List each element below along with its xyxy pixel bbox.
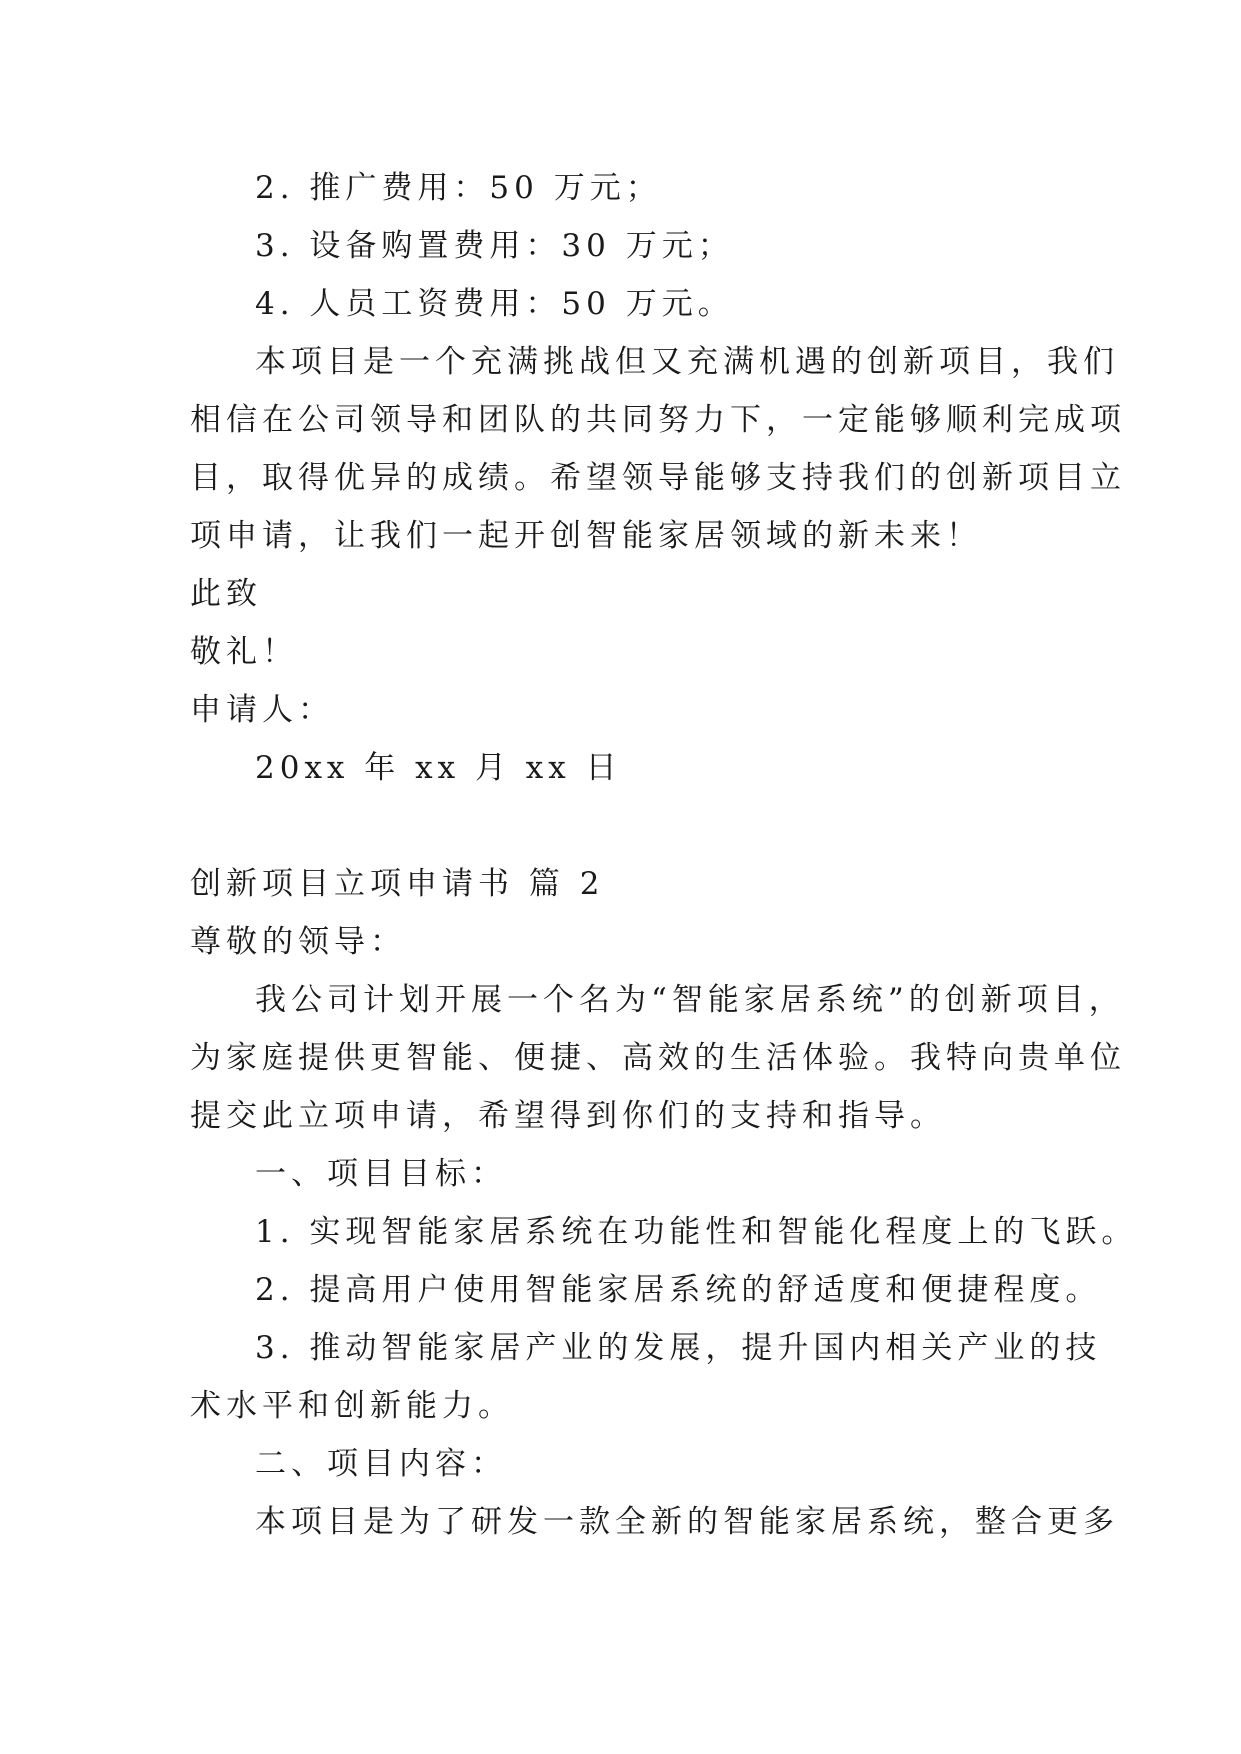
intro-paragraph-line: 我公司计划开展一个名为“智能家居系统”的创新项目， — [255, 982, 1125, 1018]
goal-item-1: 1. 实现智能家居系统在功能性和智能化程度上的飞跃。 — [255, 1214, 1138, 1250]
salutation-ci-zhi: 此致 — [190, 576, 262, 612]
content-paragraph-line: 本项目是为了研发一款全新的智能家居系统，整合更多 — [255, 1504, 1119, 1540]
goal-item-2: 2. 提高用户使用智能家居系统的舒适度和便捷程度。 — [255, 1272, 1102, 1308]
budget-item-4: 4. 人员工资费用：50 万元。 — [255, 286, 734, 322]
date-line: 20xx 年 xx 月 xx 日 — [255, 750, 622, 786]
goal-item-3: 3. 推动智能家居产业的发展，提升国内相关产业的技 — [255, 1330, 1102, 1366]
closing-paragraph-line: 相信在公司领导和团队的共同努力下，一定能够顺利完成项 — [190, 402, 1126, 438]
section-title: 创新项目立项申请书 篇 2 — [190, 866, 605, 902]
goal-item-3-cont: 术水平和创新能力。 — [190, 1388, 514, 1424]
greeting: 尊敬的领导： — [190, 924, 406, 960]
closing-paragraph-line: 目，取得优异的成绩。希望领导能够支持我们的创新项目立 — [190, 460, 1126, 496]
salutation-jing-li: 敬礼！ — [190, 634, 298, 670]
heading-project-goals: 一、项目目标： — [255, 1156, 507, 1192]
heading-project-content: 二、项目内容： — [255, 1446, 507, 1482]
intro-paragraph-line: 为家庭提供更智能、便捷、高效的生活体验。我特向贵单位 — [190, 1040, 1126, 1076]
budget-item-3: 3. 设备购置费用：30 万元； — [255, 228, 734, 264]
intro-paragraph-line: 提交此立项申请，希望得到你们的支持和指导。 — [190, 1098, 946, 1134]
closing-paragraph-line: 项申请，让我们一起开创智能家居领域的新未来！ — [190, 518, 982, 554]
budget-item-2: 2. 推广费用：50 万元； — [255, 170, 662, 206]
closing-paragraph-line: 本项目是一个充满挑战但又充满机遇的创新项目，我们 — [255, 344, 1119, 380]
applicant-label: 申请人： — [190, 692, 334, 728]
